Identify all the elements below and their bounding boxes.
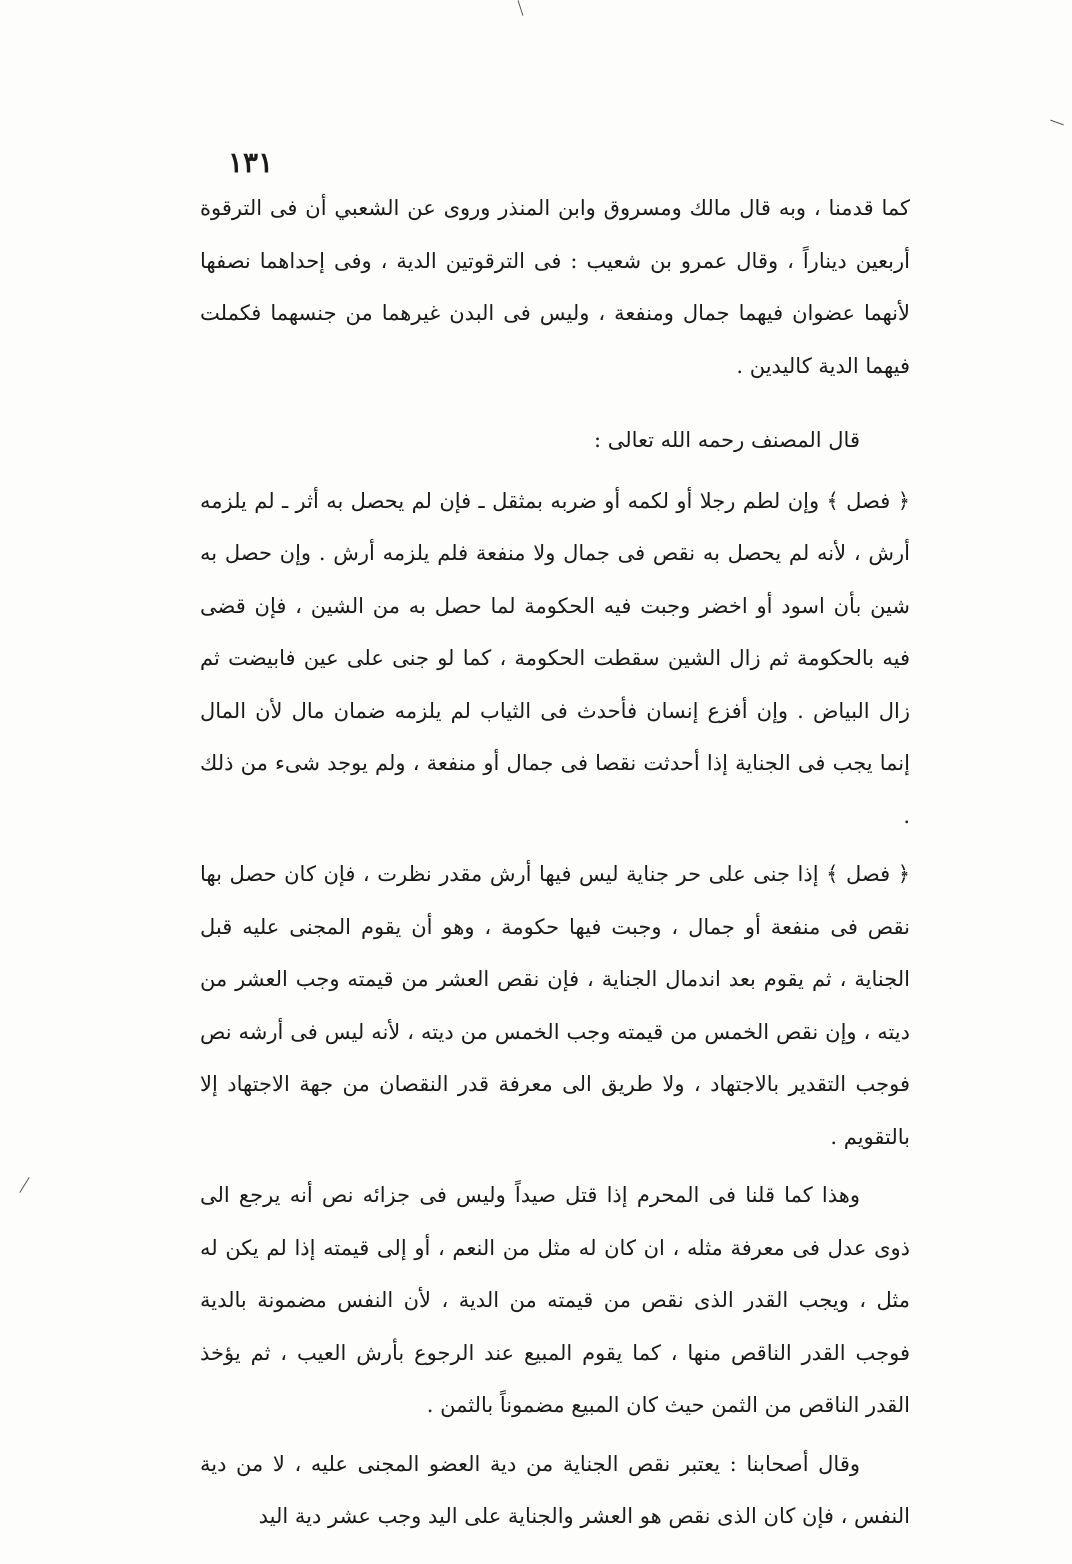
- paragraph: وقال أصحابنا : يعتبر نقص الجناية من دية العضو المجنى عليه ، لا من دية النفس ، فإن كان الذى نقص هو العشر والجناية على اليد وجب عشر دية اليد: [200, 1451, 910, 1528]
- page-number: ١٣١: [228, 146, 274, 179]
- section-heading: قال المصنف رحمه الله تعالى :: [593, 428, 860, 452]
- paragraph: وهذا كما قلنا فى المحرم إذا قتل صيداً وليس فى جزائه نص أنه يرجع الى ذوى عدل فى معرفة مثله ، ان كان له مثل من النعم ، أو إلى قيمته إذا لم يكن له مثل ، ويجب القدر الذى نقص من قيمته من الدية ، لأن النفس مضمونة بالدية فوجب القدر الناقص منها ، كما يقوم المبيع عند الرجوع بأرش العيب ، ثم يؤخذ القدر الناقص من الثمن حيث كان المبيع مضموناً بالثمن .: [200, 1183, 910, 1417]
- paragraph: ﴿ فصل ﴾ وإن لطم رجلا أو لكمه أو ضربه بمثقل ـ فإن لم يحصل به أثر ـ لم يلزمه أرش ، لأنه لم يحصل به نقص فى جمال ولا منفعة فلم يلزمه أرش . وإن حصل به شين بأن اسود أو اخضر وجبت فيه الحكومة لما حصل به من الشين ، فإن قضى فيه بالحكومة ثم زال الشين سقطت الحكومة ، كما لو جنى على عين فابيضت ثم زال البياض . وإن أفزع إنسان فأحدث فى الثياب لم يلزمه ضمان مال لأن المال إنما يجب فى الجناية إذا أحدثت نقصا فى جمال أو منفعة ، ولم يوجد شىء من ذلك .: [200, 488, 910, 828]
- paragraph: ﴿ فصل ﴾ إذا جنى على حر جناية ليس فيها أرش مقدر نظرت ، فإن كان حصل بها نقص فى منفعة أو جمال ، وجبت فيها حكومة ، وهو أن يقوم المجنى عليه قبل الجناية ، ثم يقوم بعد اندمال الجناية ، فإن نقص العشر من قيمته وجب العشر من ديته ، وإن نقص الخمس من قيمته وجب الخمس من ديته ، لأنه ليس فى أرشه نص فوجب التقدير بالاجتهاد ، ولا طريق الى معرفة قدر النقصان من جهة الاجتهاد إلا بالتقويم .: [200, 862, 910, 1149]
- scan-mark: [19, 1177, 29, 1193]
- scan-mark: [1050, 120, 1063, 126]
- paragraph: كما قدمنا ، وبه قال مالك ومسروق وابن المنذر وروى عن الشعبي أن فى الترقوة أربعين ديناراً ، وقال عمرو بن شعيب : فى الترقوتين الدية ، وفى إحداهما نصفها لأنهما عضوان فيهما جمال ومنفعة ، وليس فى البدن غيرهما من جنسهما فكملت فيهما الدية كاليدين .: [200, 196, 910, 378]
- body-text: [200, 182, 910, 1543]
- scan-mark: [518, 0, 524, 16]
